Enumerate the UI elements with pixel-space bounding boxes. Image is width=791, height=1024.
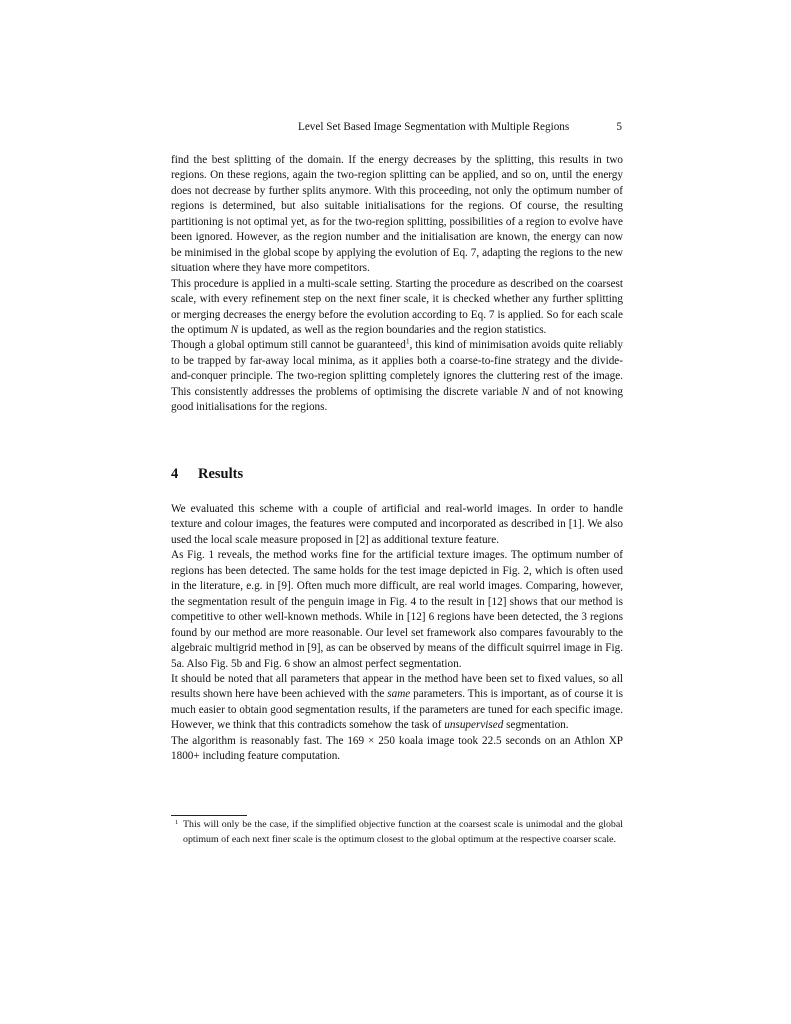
paragraph xyxy=(171,153,623,277)
paragraph xyxy=(171,734,623,765)
paragraph xyxy=(171,502,623,548)
text-run: This procedure is applied in a multi-scale setting. Starting the procedure as described on the coarsest scale, with every refinement step on the next finer scale, it is checked whether any further splitting or merging decreases the energy before the evolution according to Eq. 7 is applied. So for each scale the optimum xyxy=(171,277,623,336)
section-number: 4 xyxy=(171,466,179,482)
paragraph xyxy=(171,672,623,734)
text-run: segmentation. xyxy=(503,719,569,732)
footnote-divider xyxy=(171,815,247,816)
emphasis: unsupervised xyxy=(444,719,504,732)
text-run: and of not knowing good initialisations for the regions. xyxy=(171,385,623,414)
text-run: , this kind of minimisation avoids quite reliably to be trapped by far-away local minima, as it applies both a coarse-to-fine strategy and the divide-and-conquer principle. The two-region splitting completely ignores the cluttering rest of the image. This consistently addresses the problems of optimising the discrete variable xyxy=(171,339,623,398)
paragraph xyxy=(171,277,623,339)
section-heading xyxy=(171,465,243,483)
text-run: koala image took 22.5 seconds on an Athlon XP 1800+ including feature computation. xyxy=(171,734,623,763)
paragraph xyxy=(171,548,623,672)
running-title: Level Set Based Image Segmentation with Multiple Regions xyxy=(298,121,570,133)
emphasis: same xyxy=(387,688,411,701)
text-run: It should be noted that all parameters that appear in the method have been set to fixed values, so all results shown here have been achieved with the xyxy=(171,672,623,701)
running-header xyxy=(171,120,622,134)
text-run: find the best splitting of the domain. If the energy decreases by the splitting, this results in two regions. On these regions, again the two-region splitting can be applied, and so on, until the energy does not decrease by further splits anymore. With this proceeding, not only the optimum number of regions is determined, but also suitable initialisations for the regions. Of course, the resulting partitioning is not optimal yet, as for the two-region splitting, possibilities of a region to evolve have been ignored. However, as the region number and the initialisation are known, the energy can now be minimised in the global scope by applying the evolution of Eq. 7, adapting the regions to the new situation where they have more competitors. xyxy=(171,154,623,275)
body-text-before-section xyxy=(171,153,623,416)
body-text-results xyxy=(171,502,623,765)
footnote-text: This will only be the case, if the simplified objective function at the coarsest scale is unimodal and the global optimum of each next finer scale is the optimum closest to the global optimum at the respective coarser scale. xyxy=(183,819,623,845)
math-variable: N xyxy=(521,385,530,398)
text-run: parameters. This is important, as of course it is much easier to obtain good segmentation results, if the parameters are tuned for each specific image. However, we think that this contradicts somehow the task of xyxy=(171,688,623,732)
footnote-reference: 1 xyxy=(405,336,410,346)
page-number: 5 xyxy=(616,121,622,133)
text-run: As Fig. 1 reveals, the method works fine for the artificial texture images. The optimum number of regions has been detected. The same holds for the test image depicted in Fig. 2, which is often used in the literature, e.g. in [9]. Often much more difficult, are real world images. Comparing, however, the segmentation result of the penguin image in Fig. 4 to the result in [12] shows that our method is competitive to other well-known methods. While in [12] 6 regions have been detected, the 3 regions found by our method are more reasonable. Our level set framework also compares favourably to the algebraic multigrid method in [9], as can be observed by means of the difficult squirrel image in Fig. 5a. Also Fig. 5b and Fig. 6 show an almost perfect segmentation. xyxy=(171,549,623,670)
footnote xyxy=(171,818,623,847)
text-run: Though a global optimum still cannot be guaranteed xyxy=(171,339,406,352)
text-run: We evaluated this scheme with a couple of artificial and real-world images. In order to handle texture and colour images, the features were computed and incorporated as described in [1]. We also used the local scale measure proposed in [2] as additional texture feature. xyxy=(171,503,623,546)
footnote-mark: 1 xyxy=(175,819,179,826)
paragraph xyxy=(171,338,623,415)
math-variable: N xyxy=(230,323,239,336)
section-title: Results xyxy=(198,466,244,482)
math-expression: 169 × 250 xyxy=(347,734,395,747)
text-run: The algorithm is reasonably fast. The xyxy=(171,734,348,747)
text-run: is updated, as well as the region boundaries and the region statistics. xyxy=(238,323,547,336)
